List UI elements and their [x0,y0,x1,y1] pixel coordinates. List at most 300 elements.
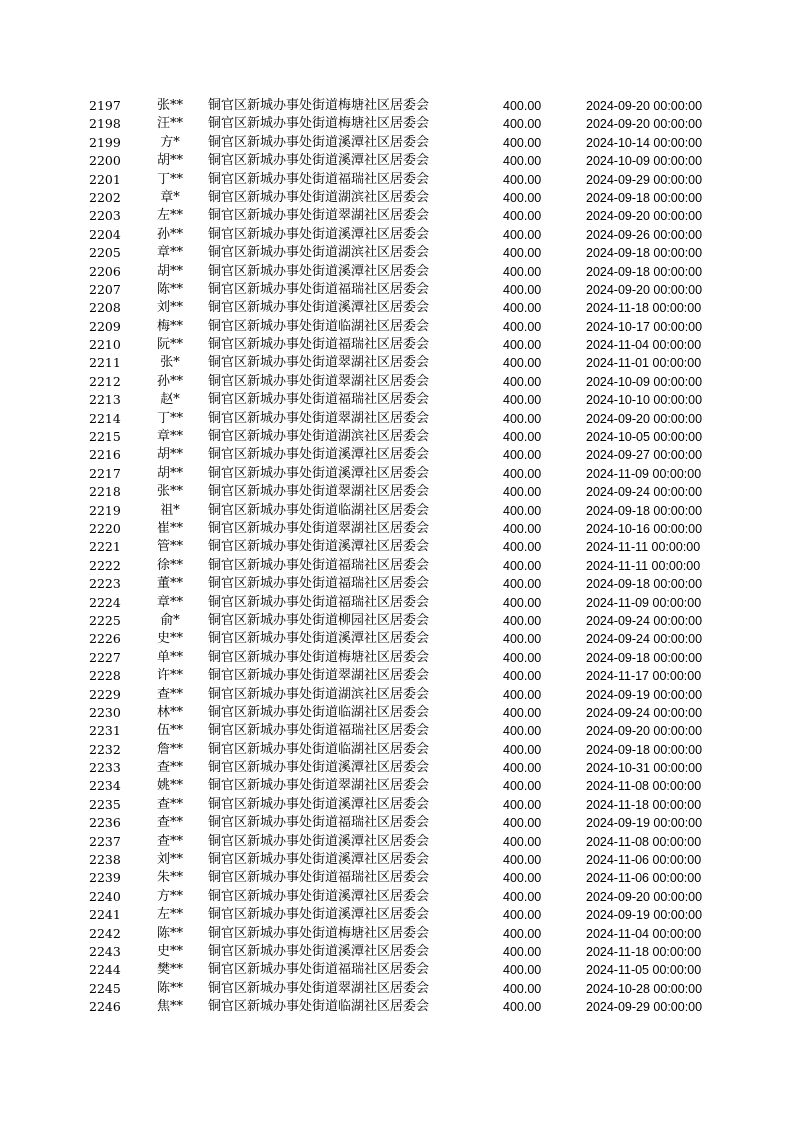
row-id: 2206 [89,263,121,279]
row-organization: 铜官区新城办事处街道翠湖社区居委会 [208,355,430,371]
row-id: 2205 [89,245,121,261]
row-name: 章** [156,429,183,445]
row-time: 2024-09-20 00:00:00 [586,724,703,739]
row-amount: 400.00 [503,154,542,169]
row-amount: 400.00 [503,374,542,389]
table-row [0,943,793,961]
row-id: 2237 [89,833,121,849]
row-time: 2024-09-18 00:00:00 [586,246,703,261]
row-amount: 400.00 [503,889,542,904]
table-row [0,741,793,759]
row-id: 2212 [89,373,121,389]
row-organization: 铜官区新城办事处街道福瑞社区居委会 [208,815,430,831]
row-name: 俞* [160,612,180,628]
row-amount: 400.00 [503,595,542,610]
row-amount: 400.00 [503,319,542,334]
row-id: 2222 [89,557,121,573]
table-row [0,152,793,170]
row-time: 2024-11-18 00:00:00 [586,797,702,812]
row-amount: 400.00 [503,779,542,794]
table-row [0,483,793,501]
row-organization: 铜官区新城办事处街道溪潭社区居委会 [208,263,430,279]
table-row [0,189,793,207]
row-name: 胡** [156,465,183,481]
row-id: 2230 [89,704,121,720]
row-time: 2024-11-09 00:00:00 [586,466,702,481]
row-amount: 400.00 [503,871,542,886]
row-time: 2024-11-18 00:00:00 [586,301,702,316]
row-time: 2024-11-17 00:00:00 [586,669,702,684]
row-name: 孙** [156,226,183,242]
row-organization: 铜官区新城办事处街道临湖社区居委会 [208,999,430,1015]
row-organization: 铜官区新城办事处街道福瑞社区居委会 [208,962,430,978]
row-name: 祖* [160,502,180,518]
row-name: 许** [156,668,183,684]
row-name: 章** [156,245,183,261]
row-name: 左** [156,208,183,224]
table-row [0,612,793,630]
table-row [0,704,793,722]
row-name: 查** [156,760,183,776]
table-row [0,207,793,225]
row-id: 2245 [89,980,121,996]
table-row [0,998,793,1016]
row-name: 阮** [156,337,183,353]
row-id: 2213 [89,392,121,408]
row-amount: 400.00 [503,797,542,812]
row-amount: 400.00 [503,963,542,978]
row-name: 查** [156,833,183,849]
row-amount: 400.00 [503,301,542,316]
row-id: 2223 [89,576,121,592]
row-organization: 铜官区新城办事处街道梅塘社区居委会 [208,925,430,941]
row-name: 史** [156,631,183,647]
row-organization: 铜官区新城办事处街道溪潭社区居委会 [208,943,430,959]
row-amount: 400.00 [503,944,542,959]
row-name: 查** [156,796,183,812]
row-id: 2215 [89,429,121,445]
table-row [0,465,793,483]
row-id: 2208 [89,300,121,316]
row-id: 2244 [89,962,121,978]
row-name: 樊** [156,962,183,978]
row-name: 胡** [156,263,183,279]
row-name: 左** [156,907,183,923]
row-amount: 400.00 [503,705,542,720]
row-time: 2024-09-27 00:00:00 [586,448,703,463]
row-time: 2024-10-10 00:00:00 [586,393,703,408]
row-organization: 铜官区新城办事处街道翠湖社区居委会 [208,410,430,426]
row-time: 2024-09-18 00:00:00 [586,577,703,592]
row-organization: 铜官区新城办事处街道溪潭社区居委会 [208,631,430,647]
row-organization: 铜官区新城办事处街道福瑞社区居委会 [208,392,430,408]
row-id: 2226 [89,631,121,647]
row-name: 朱** [156,870,183,886]
row-time: 2024-10-28 00:00:00 [586,981,703,996]
table-row [0,649,793,667]
row-name: 查** [156,815,183,831]
row-name: 丁** [156,171,183,187]
row-time: 2024-10-14 00:00:00 [586,135,703,150]
row-id: 2241 [89,907,121,923]
row-time: 2024-11-05 00:00:00 [586,963,702,978]
row-id: 2221 [89,539,121,555]
row-amount: 400.00 [503,172,542,187]
row-id: 2199 [89,134,121,150]
row-name: 单** [156,649,183,665]
row-id: 2207 [89,281,121,297]
row-time: 2024-11-08 00:00:00 [586,834,702,849]
row-time: 2024-10-09 00:00:00 [586,374,703,389]
row-id: 2228 [89,668,121,684]
row-organization: 铜官区新城办事处街道溪潭社区居委会 [208,907,430,923]
row-name: 刘** [156,852,183,868]
table-row [0,115,793,133]
row-amount: 400.00 [503,209,542,224]
row-name: 胡** [156,153,183,169]
row-amount: 400.00 [503,393,542,408]
row-name: 伍** [156,723,183,739]
row-name: 张** [156,98,183,113]
row-id: 2240 [89,888,121,904]
row-organization: 铜官区新城办事处街道湖滨社区居委会 [208,429,430,445]
table-row [0,759,793,777]
row-time: 2024-09-20 00:00:00 [586,282,703,297]
row-organization: 铜官区新城办事处街道临湖社区居委会 [208,502,430,518]
row-amount: 400.00 [503,742,542,757]
row-amount: 400.00 [503,503,542,518]
row-id: 2211 [89,355,121,371]
row-time: 2024-09-18 00:00:00 [586,264,703,279]
row-amount: 400.00 [503,540,542,555]
row-organization: 铜官区新城办事处街道溪潭社区居委会 [208,226,430,242]
table-row [0,888,793,906]
row-organization: 铜官区新城办事处街道溪潭社区居委会 [208,539,430,555]
table-row [0,134,793,152]
row-amount: 400.00 [503,908,542,923]
row-amount: 400.00 [503,190,542,205]
row-amount: 400.00 [503,411,542,426]
record-list [0,97,793,1017]
row-name: 汪** [156,116,183,132]
row-organization: 铜官区新城办事处街道临湖社区居委会 [208,704,430,720]
row-time: 2024-09-26 00:00:00 [586,227,703,242]
row-id: 2209 [89,318,121,334]
row-organization: 铜官区新城办事处街道溪潭社区居委会 [208,760,430,776]
row-organization: 铜官区新城办事处街道湖滨社区居委会 [208,245,430,261]
row-time: 2024-09-29 00:00:00 [586,1000,703,1015]
row-id: 2218 [89,484,121,500]
row-name: 陈** [156,281,183,297]
row-time: 2024-09-19 00:00:00 [586,687,703,702]
row-organization: 铜官区新城办事处街道溪潭社区居委会 [208,888,430,904]
row-amount: 400.00 [503,834,542,849]
table-row [0,538,793,556]
table-row [0,446,793,464]
row-organization: 铜官区新城办事处街道溪潭社区居委会 [208,153,430,169]
row-organization: 铜官区新城办事处街道临湖社区居委会 [208,741,430,757]
table-row [0,851,793,869]
row-organization: 铜官区新城办事处街道翠湖社区居委会 [208,778,430,794]
row-name: 焦** [156,999,183,1015]
row-name: 史** [156,943,183,959]
table-row [0,97,793,115]
row-time: 2024-10-16 00:00:00 [586,521,703,536]
row-organization: 铜官区新城办事处街道溪潭社区居委会 [208,447,430,463]
table-row [0,594,793,612]
row-name: 孙** [156,373,183,389]
row-amount: 400.00 [503,282,542,297]
row-time: 2024-10-05 00:00:00 [586,430,703,445]
row-id: 2216 [89,447,121,463]
table-row [0,299,793,317]
row-time: 2024-10-31 00:00:00 [586,761,703,776]
row-amount: 400.00 [503,466,542,481]
row-organization: 铜官区新城办事处街道福瑞社区居委会 [208,870,430,886]
row-id: 2204 [89,226,121,242]
row-organization: 铜官区新城办事处街道福瑞社区居委会 [208,723,430,739]
table-row [0,244,793,262]
row-name: 方* [160,134,180,150]
row-amount: 400.00 [503,1000,542,1015]
row-id: 2201 [89,171,121,187]
row-amount: 400.00 [503,632,542,647]
row-amount: 400.00 [503,761,542,776]
row-time: 2024-09-29 00:00:00 [586,172,703,187]
row-time: 2024-09-24 00:00:00 [586,632,703,647]
row-organization: 铜官区新城办事处街道翠湖社区居委会 [208,520,430,536]
row-time: 2024-09-18 00:00:00 [586,190,703,205]
table-row [0,428,793,446]
row-time: 2024-10-17 00:00:00 [586,319,703,334]
row-id: 2227 [89,649,121,665]
row-id: 2198 [89,116,121,132]
table-row [0,961,793,979]
row-amount: 400.00 [503,669,542,684]
table-row [0,336,793,354]
row-time: 2024-11-08 00:00:00 [586,779,702,794]
row-time: 2024-11-06 00:00:00 [586,853,702,868]
row-id: 2235 [89,796,121,812]
row-organization: 铜官区新城办事处街道福瑞社区居委会 [208,281,430,297]
table-row [0,925,793,943]
row-name: 张* [160,355,180,371]
row-name: 陈** [156,925,183,941]
row-name: 徐** [156,557,183,573]
row-organization: 铜官区新城办事处街道临湖社区居委会 [208,318,430,334]
table-row [0,318,793,336]
row-id: 2225 [89,612,121,628]
table-row [0,520,793,538]
row-time: 2024-11-06 00:00:00 [586,871,702,886]
row-time: 2024-11-04 00:00:00 [586,338,702,353]
row-id: 2219 [89,502,121,518]
table-row [0,814,793,832]
table-row [0,667,793,685]
row-amount: 400.00 [503,117,542,132]
row-time: 2024-09-18 00:00:00 [586,503,703,518]
row-name: 查** [156,686,183,702]
row-organization: 铜官区新城办事处街道溪潭社区居委会 [208,833,430,849]
row-time: 2024-09-24 00:00:00 [586,705,703,720]
row-amount: 400.00 [503,338,542,353]
row-organization: 铜官区新城办事处街道翠湖社区居委会 [208,668,430,684]
row-organization: 铜官区新城办事处街道翠湖社区居委会 [208,484,430,500]
row-organization: 铜官区新城办事处街道梅塘社区居委会 [208,649,430,665]
table-row [0,575,793,593]
row-id: 2239 [89,870,121,886]
table-row [0,354,793,372]
row-time: 2024-09-18 00:00:00 [586,650,703,665]
table-row [0,373,793,391]
row-amount: 400.00 [503,613,542,628]
row-time: 2024-11-11 00:00:00 [586,558,701,573]
row-name: 章** [156,594,183,610]
row-organization: 铜官区新城办事处街道柳园社区居委会 [208,612,430,628]
row-time: 2024-09-19 00:00:00 [586,908,703,923]
row-amount: 400.00 [503,99,542,113]
row-time: 2024-09-20 00:00:00 [586,411,703,426]
row-id: 2234 [89,778,121,794]
row-name: 林** [156,704,183,720]
row-name: 崔** [156,520,183,536]
row-id: 2210 [89,337,121,353]
row-amount: 400.00 [503,926,542,941]
row-id: 2203 [89,208,121,224]
row-id: 2200 [89,153,121,169]
table-row [0,686,793,704]
table-row [0,833,793,851]
row-amount: 400.00 [503,816,542,831]
row-time: 2024-09-20 00:00:00 [586,209,703,224]
row-name: 章* [160,189,180,205]
row-organization: 铜官区新城办事处街道翠湖社区居委会 [208,373,430,389]
table-row [0,796,793,814]
row-name: 张** [156,484,183,500]
row-amount: 400.00 [503,430,542,445]
row-organization: 铜官区新城办事处街道溪潭社区居委会 [208,134,430,150]
row-id: 2238 [89,852,121,868]
table-row [0,557,793,575]
row-name: 丁** [156,410,183,426]
row-time: 2024-09-19 00:00:00 [586,816,703,831]
row-name: 管** [156,539,183,555]
row-time: 2024-09-24 00:00:00 [586,613,703,628]
row-amount: 400.00 [503,650,542,665]
row-id: 2214 [89,410,121,426]
table-row [0,906,793,924]
row-name: 赵* [160,392,180,408]
row-id: 2231 [89,723,121,739]
table-row [0,869,793,887]
row-name: 梅** [156,318,183,334]
table-row [0,171,793,189]
row-organization: 铜官区新城办事处街道福瑞社区居委会 [208,594,430,610]
row-amount: 400.00 [503,577,542,592]
table-row [0,502,793,520]
row-time: 2024-11-11 00:00:00 [586,540,701,555]
row-name: 胡** [156,447,183,463]
row-time: 2024-09-20 00:00:00 [586,889,703,904]
row-name: 姚** [156,778,183,794]
row-amount: 400.00 [503,227,542,242]
row-amount: 400.00 [503,853,542,868]
row-organization: 铜官区新城办事处街道溪潭社区居委会 [208,300,430,316]
row-id: 2243 [89,943,121,959]
table-row [0,410,793,428]
row-time: 2024-09-18 00:00:00 [586,742,703,757]
row-organization: 铜官区新城办事处街道梅塘社区居委会 [208,116,430,132]
row-organization: 铜官区新城办事处街道福瑞社区居委会 [208,576,430,592]
row-organization: 铜官区新城办事处街道福瑞社区居委会 [208,171,430,187]
row-time: 2024-09-24 00:00:00 [586,485,703,500]
row-time: 2024-11-18 00:00:00 [586,944,702,959]
row-id: 2224 [89,594,121,610]
row-time: 2024-10-09 00:00:00 [586,154,703,169]
table-row [0,281,793,299]
row-name: 詹** [156,741,183,757]
row-organization: 铜官区新城办事处街道湖滨社区居委会 [208,189,430,205]
row-organization: 铜官区新城办事处街道福瑞社区居委会 [208,557,430,573]
row-time: 2024-11-04 00:00:00 [586,926,702,941]
row-id: 2197 [89,98,121,113]
row-name: 陈** [156,980,183,996]
table-row [0,226,793,244]
row-id: 2236 [89,815,121,831]
row-time: 2024-09-20 00:00:00 [586,99,703,113]
row-id: 2217 [89,465,121,481]
row-amount: 400.00 [503,558,542,573]
row-id: 2242 [89,925,121,941]
row-amount: 400.00 [503,687,542,702]
row-organization: 铜官区新城办事处街道溪潭社区居委会 [208,465,430,481]
row-amount: 400.00 [503,724,542,739]
row-time: 2024-09-20 00:00:00 [586,117,703,132]
row-organization: 铜官区新城办事处街道翠湖社区居委会 [208,208,430,224]
table-row [0,263,793,281]
table-row [0,777,793,795]
row-amount: 400.00 [503,981,542,996]
row-amount: 400.00 [503,264,542,279]
table-row [0,980,793,998]
row-name: 方** [156,888,183,904]
row-amount: 400.00 [503,485,542,500]
row-id: 2202 [89,189,121,205]
row-id: 2220 [89,520,121,536]
table-row [0,722,793,740]
row-organization: 铜官区新城办事处街道湖滨社区居委会 [208,686,430,702]
row-time: 2024-11-01 00:00:00 [586,356,702,371]
row-organization: 铜官区新城办事处街道溪潭社区居委会 [208,852,430,868]
row-time: 2024-11-09 00:00:00 [586,595,702,610]
row-organization: 铜官区新城办事处街道梅塘社区居委会 [208,98,430,113]
row-name: 刘** [156,300,183,316]
table-row [0,630,793,648]
row-id: 2229 [89,686,121,702]
row-id: 2246 [89,999,121,1015]
row-id: 2232 [89,741,121,757]
row-amount: 400.00 [503,135,542,150]
row-organization: 铜官区新城办事处街道翠湖社区居委会 [208,980,430,996]
row-amount: 400.00 [503,246,542,261]
row-id: 2233 [89,760,121,776]
row-amount: 400.00 [503,521,542,536]
row-amount: 400.00 [503,356,542,371]
row-name: 董** [156,576,183,592]
row-amount: 400.00 [503,448,542,463]
table-row [0,391,793,409]
row-organization: 铜官区新城办事处街道福瑞社区居委会 [208,337,430,353]
